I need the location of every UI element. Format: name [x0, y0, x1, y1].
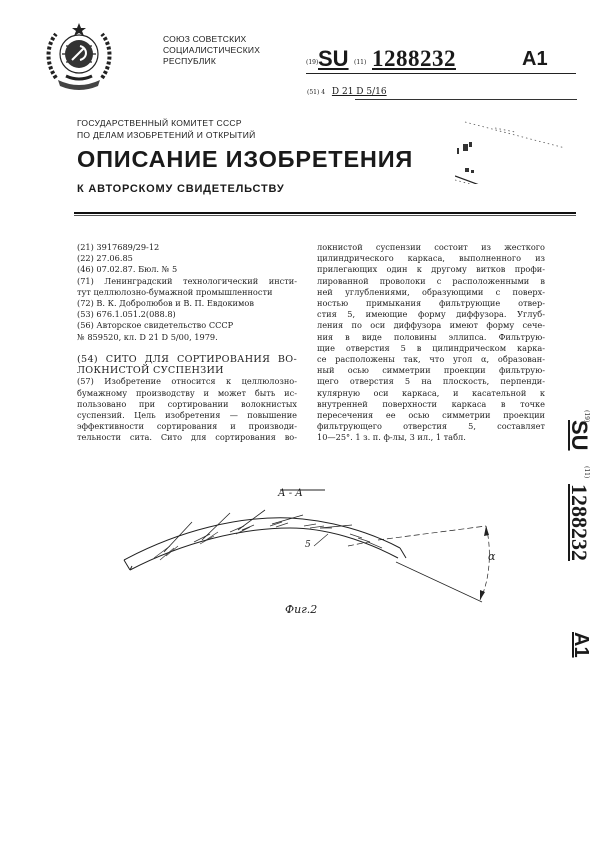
abstract-line: ный осью симметрии проекции фильтрую- — [317, 365, 545, 376]
abstract-line: бумажному производству и может быть ис- — [77, 387, 297, 398]
header-rule — [74, 215, 576, 216]
country-line: СОЦИАЛИСТИЧЕСКИХ — [163, 45, 261, 55]
sieve-inner-edge — [130, 528, 398, 570]
library-stamp-icon — [455, 118, 565, 184]
document-subtitle: К АВТОРСКОМУ СВИДЕТЕЛЬСТВУ — [77, 183, 285, 195]
abstract-line: локнистой суспензии состоит из жесткого — [317, 242, 545, 252]
ussr-state-emblem-icon — [44, 20, 114, 92]
header-rule — [74, 212, 576, 214]
biblio-line: (71) Ленинградский технологический инсти- — [77, 275, 297, 286]
biblio-line: (21) 3917689/29-12 — [77, 242, 160, 252]
biblio-line: № 859520, кл. D 21 D 5/00, 1979. — [77, 331, 218, 342]
abstract-line: 10—25°. 1 з. п. ф-лы, 3 ил., 1 табл. — [317, 432, 466, 443]
side-inid-code-11: (11) — [583, 466, 590, 479]
abstract-line: щие отверстия 5 в цилиндрическом карка- — [317, 342, 545, 353]
biblio-line: (72) В. К. Добролюбов и В. П. Евдокимов — [77, 298, 254, 309]
abstract-line: пересечения ее осью симметрии проекции — [317, 410, 545, 421]
inid-code-11: (11) — [354, 59, 367, 66]
ipc-classification — [307, 87, 387, 97]
biblio-line: (46) 07.02.87. Бюл. № 5 — [77, 264, 178, 275]
side-country-code: SU — [567, 420, 592, 451]
invention-title-line: ЛОКНИСТОЙ СУСПЕНЗИИ — [77, 365, 224, 377]
patent-number: 1288232 — [372, 46, 456, 71]
committee-line: ПО ДЕЛАМ ИЗОБРЕТЕНИЙ И ОТКРЫТИЙ — [77, 130, 256, 140]
biblio-line: (53) 676.1.051.2(088.8) — [77, 309, 176, 320]
biblio-line: (56) Авторское свидетельство СССР — [77, 320, 234, 331]
committee-line: ГОСУДАРСТВЕННЫЙ КОМИТЕТ СССР — [77, 118, 242, 128]
committee-name — [77, 117, 256, 141]
side-inid-code-19: (19) — [583, 410, 590, 423]
abstract-line: прилегающих один к другому витков профи- — [317, 264, 545, 275]
abstract-line: лированной проволоки с расположенными в — [317, 275, 545, 286]
abstract-line: стия 5, имеющие форму диффузора. Углуб- — [317, 309, 545, 320]
document-title: ОПИСАНИЕ ИЗОБРЕТЕНИЯ — [77, 146, 414, 172]
publication-number — [306, 46, 582, 72]
abstract-line: ления по оси диффузора имеют форму сече- — [317, 320, 545, 331]
side-publication-number — [552, 410, 592, 670]
abstract-line: пользовано при сортировании волокнистых — [77, 398, 297, 409]
abstract-line: внутренней поверхности каркаса в точке — [317, 398, 545, 409]
kind-code: A1 — [522, 48, 548, 70]
section-label: А - А — [278, 488, 303, 499]
abstract-line: фильтрующего отверстия 5, составляет — [317, 421, 545, 432]
part-label: 5 — [305, 540, 311, 550]
abstract-line: (57) Изобретение относится к целлюлозно- — [77, 376, 297, 387]
abstract-line: се расположены так, что угол α, образован- — [317, 354, 545, 365]
figure-caption: Фиг.2 — [285, 603, 318, 616]
country-name — [163, 34, 260, 67]
country-line: СОЮЗ СОВЕТСКИХ — [163, 34, 247, 44]
invention-title-line: (54) СИТО ДЛЯ СОРТИРОВАНИЯ ВО- — [77, 354, 297, 366]
abstract-line: ния в виде половины эллипса. Фильтрую- — [317, 331, 545, 342]
left-column — [77, 242, 297, 444]
abstract-line: эффективности сортирования и производи- — [77, 421, 297, 432]
abstract-line: ней углублениями, образующими с поверх- — [317, 286, 545, 297]
country-code: SU — [318, 46, 349, 71]
abstract-line: ностью примыкания фильтрующие отвер- — [317, 298, 545, 309]
right-column — [317, 242, 545, 444]
abstract-line: щего отверстия 5 на плоскость, перпенди- — [317, 376, 545, 387]
ipc-value: D 21 D 5/16 — [331, 87, 387, 97]
angle-label: α — [488, 550, 496, 563]
biblio-line: тут целлюлозно-бумажной промышленности — [77, 286, 273, 297]
abstract-line: тельности сита. Сито для сортирования во- — [77, 432, 297, 443]
inid-code-51: (51) 4 — [307, 89, 326, 96]
abstract-line: кулярную оси каркаса, и касательной к — [317, 387, 545, 398]
inid-code-19: (19) — [306, 59, 319, 66]
divider — [306, 73, 576, 74]
side-kind-code: A1 — [570, 632, 592, 658]
side-patent-number: 1288232 — [567, 484, 592, 561]
abstract-line: цилиндрического каркаса, выполненного из — [317, 253, 545, 264]
divider — [355, 99, 577, 100]
figure-drawing — [120, 480, 520, 630]
country-line: РЕСПУБЛИК — [163, 56, 217, 66]
biblio-line: (22) 27.06.85 — [77, 253, 133, 264]
abstract-line: суспензий. Цель изобретения — повышение — [77, 410, 297, 421]
